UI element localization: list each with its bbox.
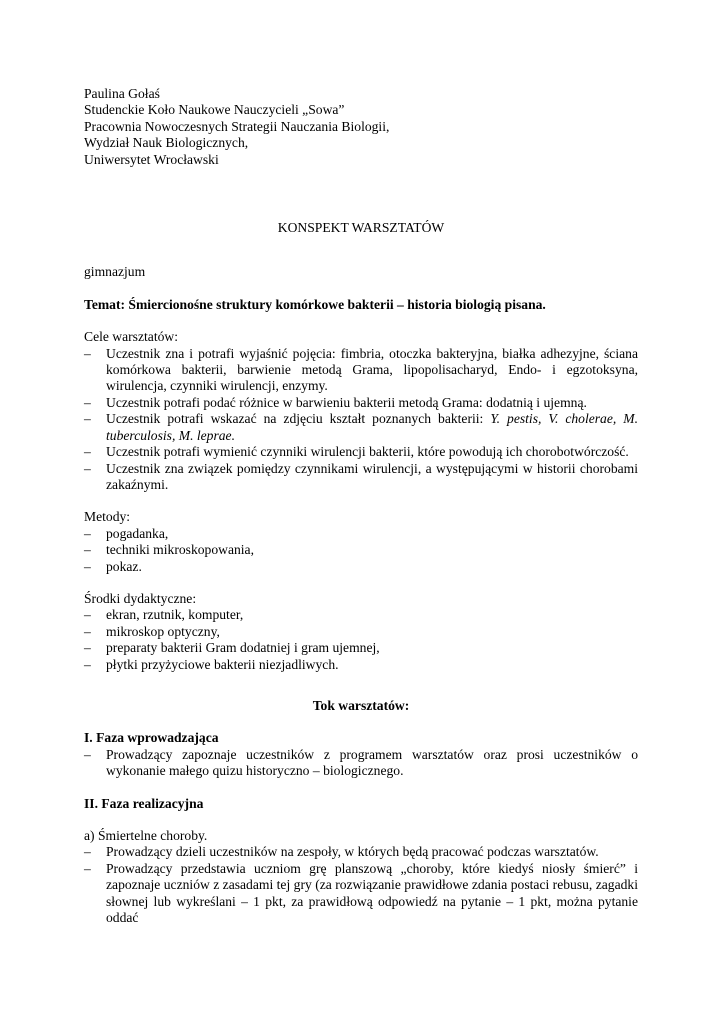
goals-list [84,346,638,494]
list-item [84,395,638,411]
list-item [84,747,638,780]
dash-bullet: – [84,558,91,574]
dash-bullet: – [84,656,91,672]
dash-bullet: – [84,607,91,623]
dash-bullet: – [84,345,91,361]
bacteria-species: Y. pestis, V. cholerae, M. tuberculosis, M. leprae. [106,411,639,443]
list-item-text: preparaty bakterii Gram dodatniej i gram ujemnej, [106,640,380,656]
list-item-text: Prowadzący zapoznaje uczestników z programem warsztatów oraz prosi uczestników o wykonanie małego quizu historyczno – biologicznego. [106,746,638,779]
list-item [84,526,638,542]
list-item-text: Uczestnik zna związek pomiędzy czynnikami wirulencji, a występującymi w historii chorobami zakaźnymi. [106,460,638,492]
document-title: KONSPEKT WARSZTATÓW [277,220,445,236]
list-item [84,607,638,623]
list-item-text: techniki mikroskopowania, [106,542,254,558]
list-item [84,461,638,494]
list-item [84,657,638,673]
author-club: Studenckie Koło Naukowe Nauczycieli „Sowa” [84,102,345,118]
resources-list [84,607,638,673]
list-item [84,559,638,575]
dash-bullet: – [84,444,91,460]
topic-heading: Temat: Śmiercionośne struktury komórkowe bakterii – historia biologią pisana. [84,296,546,312]
list-item-text: Uczestnik potrafi wymienić czynniki wirulencji bakterii, które powodują ich chorobotwórczość. [106,444,629,460]
dash-bullet: – [84,542,91,558]
list-item-text: Uczestnik potrafi podać różnice w barwieniu bakterii metodą Grama: dodatnią i ujemną. [106,394,587,410]
list-item [84,624,638,640]
list-item [84,346,638,395]
list-item [84,444,638,460]
list-item-text: pogadanka, [106,525,169,541]
list-item-text: ekran, rzutnik, komputer, [106,607,244,623]
list-item-text: pokaz. [106,558,142,574]
list-item [84,542,638,558]
dash-bullet: – [84,394,91,410]
school-level: gimnazjum [84,264,146,280]
dash-bullet: – [84,860,91,876]
list-item-text: płytki przyżyciowe bakterii niezjadliwych. [106,656,339,672]
author-lab: Pracownia Nowoczesnych Strategii Nauczania Biologii, [84,118,390,134]
dash-bullet: – [84,640,91,656]
list-item [84,861,638,927]
author-university: Uniwersytet Wrocławski [84,151,219,167]
phase1-list [84,747,638,780]
author-block [84,86,638,168]
dash-bullet: – [84,746,91,762]
list-item-text: Uczestnik potrafi wskazać na zdjęciu kształt poznanych bakterii: [106,411,491,427]
phase2-subsection-a: a) Śmiertelne choroby. [84,828,208,843]
document-content [84,86,638,926]
author-name: Paulina Gołaś [84,86,160,101]
dash-bullet: – [84,623,91,639]
methods-label: Metody: [84,509,131,525]
phase2-list [84,844,638,926]
goals-label: Cele warsztatów: [84,329,178,345]
dash-bullet: – [84,844,91,860]
author-faculty: Wydział Nauk Biologicznych, [84,135,249,151]
dash-bullet: – [84,525,91,541]
phase2-heading: II. Faza realizacyjna [84,795,204,811]
list-item-text: Prowadzący przedstawia uczniom grę planszową „choroby, które kiedyś niosły śmierć” i zapoznaje uczniów z zasadami tej gry (za rozwiązanie prawidłowe zdania postaci rebusu, zagadki słownej lub wykreślani – 1 pkt, za prawidłową odpowiedź na pytanie – 1 pkt, można pytanie oddać [106,860,638,926]
dash-bullet: – [84,460,91,476]
list-item [84,844,638,860]
resources-label: Środki dydaktyczne: [84,590,197,606]
list-item [84,411,638,444]
methods-list [84,526,638,575]
list-item-text: Prowadzący dzieli uczestników na zespoły, w których będą pracować podczas warsztatów. [106,844,599,860]
flow-heading: Tok warsztatów: [312,697,410,713]
dash-bullet: – [84,411,91,427]
phase1-heading: I. Faza wprowadzająca [84,730,219,746]
list-item-text: Uczestnik zna i potrafi wyjaśnić pojęcia: fimbria, otoczka bakteryjna, białka adhezyjne, ściana komórkowa bakterii, barwienie metodą Grama, lipopolisacharyd, Endo- i egzotoksyna, wirulencja, czynniki wirulencji, enzymy. [106,345,638,394]
list-item [84,640,638,656]
list-item-text: mikroskop optyczny, [106,623,220,639]
